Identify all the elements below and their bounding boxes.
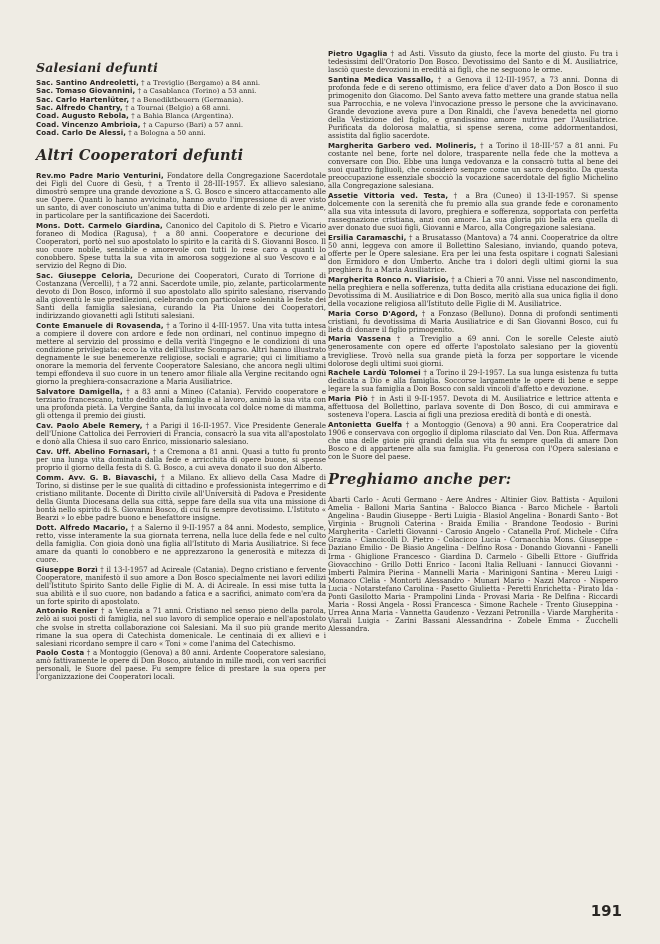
- entry-name: Sac. Carlo Hartenlüter,: [36, 94, 130, 104]
- obituary-entry: [328, 395, 618, 419]
- page-number: 191: [590, 902, 622, 920]
- entry-text: † a Montoggio (Genova) a 90 anni. Era Cooperatrice dal 1906 e conservava con orgoglio il diploma rilasciato dal Ven. Don Rua. Affermava che una delle gioie più grandi della sua vita fu sempre quella di amare Don Bosco e di appartenere alla sua famiglia. Fu generosa con l'Opera salesiana e con le Suore del paese.: [328, 420, 618, 462]
- entry-name: Coad. Carlo De Alessi,: [36, 128, 127, 138]
- entry-name: Conte Emanuele di Rovasenda,: [36, 321, 164, 331]
- obituary-entry: [36, 607, 326, 647]
- entry-text: † a Genova il 12-III-1957, a 73 anni. Donna di profonda fede e di sereno ottimismo, era felice d'aver dato a Don Bosco il suo primogenito don Giacomo. Del Santo aveva fatto mettere una grande statua nella sua Parrocchia, e ne voleva l'invocazione presso le persone che la avvicinavano. Grande devozione aveva pure a Don Rinaldi, che l'aveva benedetta nel giorno della Vestizione del figlio, e grandissimo amore nutriva per l'Ausiliatrice. Purificata da dolorosa malattia, si spense serena, come addormentandosi, assistita dal figlio sacerdote.: [328, 75, 618, 141]
- entry-text: † in Asti il 9-II-1957. Devota di M. Ausiliatrice e lettrice attenta e affettuosa del Bollettino, parlava sovente di Don Bosco, di cui ammirava e sosteneva l'opera. Lascia ai figli una preziosa eredità di bontà e di onestà.: [328, 395, 619, 420]
- entry-name: Sac. Alfredo Chantry,: [36, 103, 123, 113]
- prayer-names-list: Abarti Carlo - Acuti Germano - Aere Andres - Altinier Giov. Battista - Aquiloni Amelia - Balloni Maria Santina - Balocco Bianca - Barco Michele - Bartoli Angelina - Baudin Giuseppe - Berti Luigia - Blasiol Angelina - Bonardi Santo - Bot Virginia - Brugnoli Caterina - Braida Emilia - Brandone Teodosio - Burini Margherita - Carletti Giovanni - Carosio Angelo - Catanella Prof. Michele - Cifra Grazia - Ciancicolli D. Pietro - Colacicco Lucia - Cornacchia Mons. Giuseppe - Daziano Emilio - De Biasio Angelina - Delfino Rosa - Donando Giovanni - Fanelli Irma - Ghiglione Francesco - Giardina D. Carmelo - Gibelli Ettore - Giuffrida Giovacchino - Grillo Dotti Enrico - Iaconi Italia Relluani - Iannucci Giovanni - Imberti Palmira Pierina - Mannelli Maria - Marinigoni Santina - Mereu Luigi - Monaco Clelia - Montorti Alessandro - Munari Mario - Nazzi Marco - Nispero Lucia - Notarstefano Carolina - Pasetto Giulietta - Peretti Enrichetta - Pirato Ida - Ponti Gasilotto Maria - Prampolini Linda - Provasi Maria - Re Delfina - Riccardi Maria - Rossi Angela - Rossi Francesca - Simone Rachele - Trento Giuseppina - Urrea Anna Maria - Vannetta Gaudenzo - Vezzani Petronilla - Viarde Margherita - Viarali Luigia - Zarini Bassani Alessandrina - Zobele Emma - Zucchelli Alessandra.: [328, 496, 618, 633]
- obituary-entry: [36, 566, 326, 606]
- entry-text: † a 83 anni a Mineo (Catania). Fervido cooperatore e terziario francescano, tutto dedito alla famiglia e al lavoro, animò la sua vita con una profonda pietà. La Vergine Santa, da lui invocata col dolce nome di mamma, gli ottenga il premio dei giusti.: [36, 388, 326, 421]
- salesiano-entry: [36, 129, 326, 137]
- obituary-entry: [36, 524, 326, 564]
- entry-name: Coad. Augusto Rebola,: [36, 111, 129, 121]
- entry-text: † a Venezia a 71 anni. Cristiano nel senso pieno della parola, zelò ai suoi posti di famiglia, nel suo lavoro di semplice operaio e nell'apostolato che svolse in stretta collaborazione coi Salesiani. Ma il suo più grande merito rimane la sua opera di Catechista domenicale. Le centinaia di ex allievi e i salesiani ricordano sempre il caro « Toni » come l'anima del Catechismo.: [36, 607, 326, 648]
- obituary-entry: [328, 335, 618, 367]
- entry-name: Santina Medica Vassallo,: [328, 74, 434, 84]
- obituary-entry: [328, 50, 618, 74]
- right-column: [328, 50, 618, 633]
- obituary-entry: [36, 222, 326, 270]
- obituary-entry: [36, 422, 326, 446]
- entry-text: † a Torino il 29-I-1957. La sua lunga esistenza fu tutta dedicata a Dio e alla famiglia. Soccorse largamente le opere di bene e seppe legare la sua famiglia a Don Bosco con saldi vincoli d'affetto e devozione.: [328, 369, 619, 394]
- entry-name: Paolo Costa: [36, 648, 85, 658]
- entry-name: Sac. Giuseppe Celoria,: [36, 271, 133, 281]
- entry-name: Coad. Vincenzo Ambrioia,: [36, 119, 141, 129]
- obituary-entry: [328, 276, 618, 308]
- entry-name: Margherita Garbero ved. Molineris,: [328, 140, 477, 150]
- entry-name: Sac. Santino Andreoletti,: [36, 78, 139, 87]
- obituary-entry: [36, 322, 326, 386]
- entry-name: Dott. Alfredo Macario,: [36, 522, 129, 532]
- entry-name: Assetie Vittoria ved. Testa,: [328, 190, 449, 200]
- entry-name: Maria Corso D'Agord,: [328, 308, 418, 318]
- entry-name: Maria Piò: [328, 394, 368, 404]
- obituary-entry: [36, 474, 326, 522]
- left-column: [36, 50, 326, 683]
- section-heading-preghiamo: Preghiamo anche per:: [328, 471, 512, 489]
- entry-meta: † a Bologna a 50 anni.: [128, 129, 206, 138]
- entry-name: Rachele Lardù Tolomei: [328, 368, 421, 378]
- obituary-entry: [36, 649, 326, 681]
- entry-name: Giuseppe Borzì: [36, 564, 98, 574]
- entry-text: † a Montoggio (Genova) a 80 anni. Ardente Cooperatore salesiano, amò fattivamente le opere di Don Bosco, aiutando in mille modi, con veri sacrifici personali, le Suore del paese. Fu sempre felice di prestare la sua opera per l'organizzazione dei Cooperatori locali.: [36, 649, 326, 682]
- entry-text: † a Parigi il 16-II-1957. Vice Presidente Generale dell'Unione Cattolica dei Ferrovieri di Francia, consacrò la sua vita all'apostolato e donò alla Chiesa il suo caro Enrico, missionario salesiano.: [36, 421, 326, 447]
- entry-meta: † a Casablanca (Torino) a 53 anni.: [137, 87, 257, 96]
- entry-name: Maria Vassena: [328, 334, 391, 344]
- entry-name: Sac. Tomaso Giovannini,: [36, 86, 136, 96]
- entry-text: † a Brusatasso (Mantova) a 74 anni. Cooperatrice da oltre 50 anni, leggeva con amore il Bollettino Salesiano, inviando, quando poteva, offerte per le Opere salesiane. Era per lei una festa ospitare i cognati Salesiani don Ermidoro e don Umberto. Anche tra i dolori degli ultimi giorni la sua preghiera fu a Maria Ausiliatrice.: [328, 233, 618, 274]
- entry-name: Comm. Avv. G. B. Biavaschi,: [36, 472, 158, 482]
- entry-name: Pietro Ugaglia: [328, 49, 388, 58]
- obituary-entry: [328, 142, 618, 190]
- obituary-entry: [36, 448, 326, 472]
- obituary-entry: [328, 76, 618, 140]
- entry-text: † a Fonzaso (Belluno). Donna di profondi sentimenti cristiani, fu devotissima di Maria Ausiliatrice e di San Giovanni Bosco, cui fu lieta di donare il figlio primogenito.: [328, 309, 618, 334]
- entry-text: Canonico del Capitolo di S. Pietro e Vicario foraneo di Modica (Ragusa), † a 80 anni. Cooperatore e decurione dei Cooperatori, portò nel suo apostolato lo spirito e la carità di S. Giovanni Bosco. Il suo cuore nobile, sensibile e amorevole con tutti lo rese caro a quanti lo conobbero. Spese tutta la sua vita in amorosa soggezione al suo Vescovo e al servizio del Regno di Dio.: [36, 222, 326, 271]
- entry-text: † a Chieri a 70 anni. Visse nel nascondimento, nella preghiera e nella sofferenza, tutta dedita alla cristiana educazione dei figli. Devotissima di M. Ausiliatrice e di Don Bosco, meritò alla sua unica figlia il dono della vocazione religiosa all'Istituto delle Figlie di M. Ausiliatrice.: [328, 275, 618, 308]
- section-heading-salesiani-defunti: Salesiani defunti: [36, 60, 159, 75]
- entry-name: Ersilia Caramaschi,: [328, 232, 407, 242]
- entry-name: Cav. Paolo Abele Remery,: [36, 420, 143, 430]
- entry-name: Mons. Dott. Carmelo Giardina,: [36, 221, 163, 231]
- entry-text: † a Cremona a 81 anni. Quasi a tutto fu pronto per una lunga vita dominata dalla fede e arricchita di opere buone, si spense proprio il giorno della festa di S. G. Bosco, a cui aveva donato il suo don Alberto.: [36, 447, 326, 472]
- obituary-entry: [36, 272, 326, 320]
- entry-text: † a Salerno il 9-II-1957 a 84 anni. Modesto, semplice, retto, visse interamente la sua giornata terrena, nella luce della fede e nel culto della famiglia. Con gioia donò una figlia all'Istituto di Maria Ausiliatrice. Si fece amare da quanti lo conobbero e ne apprezzarono la generosità e mitezza di cuore.: [36, 523, 327, 564]
- entry-text: Fondatore della Congregazione Sacerdotale dei Figli del Cuore di Gesù, † a Trento il 28-III-1957. Ex allievo salesiano, dimostrò sempre una grande devozione a S. G. Bosco e sincero attaccamento alle sue Opere. Quanti lo hanno avvicinato, hanno avuto l'impressione di aver visto un santo, di aver conosciuto un'anima tutta di Dio e ardente di zelo per le anime, in particolare per la santificazione dei Sacerdoti.: [36, 172, 326, 221]
- entry-meta: † a Capurso (Bari) a 57 anni.: [142, 120, 244, 129]
- cooperatori-list-left: [36, 172, 326, 681]
- entry-meta: † a Bahia Blanca (Argentina).: [131, 112, 234, 121]
- entry-text: † a Treviglio a 69 anni. Con le sorelle Celeste aiutò generosamente con opere ed offerte l'apostolato salesiano per la gioventù trevigliese. Trovò nella sua grande pietà la forza per sopportare le vicende dolorose degli ultimi suoi giorni.: [328, 335, 618, 368]
- obituary-entry: [328, 421, 618, 461]
- entry-name: Rev.mo Padre Mario Venturini,: [36, 171, 164, 181]
- obituary-entry: [328, 310, 618, 334]
- section-heading-altri-cooperatori: Altri Cooperatori defunti: [36, 147, 244, 165]
- cooperatori-list-right: [328, 50, 618, 461]
- obituary-entry: [36, 388, 326, 420]
- entry-name: Antonio Renier: [36, 606, 98, 616]
- entry-text: † a Torino il 18-III-'57 a 81 anni. Fu costante nel bene, forte nel dolore, trasparente nella fede che la motteva a conversare con Dio. Ebbe una lunga vedovanza e la consacrò tutta al bene dei suoi quattro figliuoli, che considerò sempre come un sacro deposito. Da questa preoccupazione essenziale sbocciò la vocazione sacerdotale del figlio Michelino alla Congregazione salesiana.: [328, 141, 619, 191]
- entry-text: Decurione dei Cooperatori, Curato di Torrione di Costanzana (Vercelli), † a 72 anni. Sacerdote umile, pio, zelante, particolarmente devoto di Don Bosco, informò il suo apostolato allo spirito salesiano, riservando alla gioventù le sue predilezioni, celebrando con particolare solennità le feste dei Santi della famiglia salesiana, curando la Pia Unione dei Cooperatori, indirizzando giovanetti agli Istituti salesiani.: [36, 272, 326, 321]
- obituary-entry: [36, 172, 326, 220]
- entry-name: Margherita Ronco n. Viarisio,: [328, 274, 449, 284]
- entry-text: † a Bra (Cuneo) il 13-II-1957. Si spense dolcemente con la serenità che fu premio alla sua grande fede e coronamento alla sua vita intessuta di lavoro, preghiera e sofferenza, sopportata con perfetta rassegnazione cristiana, anzi con amore. La sua gloria più bella era quella di aver donato due suoi figli, Giovanni e Marco, alla Congregazione salesiana.: [328, 191, 618, 233]
- obituary-entry: [328, 234, 618, 274]
- entry-name: Salvatore Damigella,: [36, 387, 123, 397]
- entry-text: † ad Asti. Vissuto da giusto, fece la morte del giusto. Fu tra i tedesissimi dell'Oratorio Don Bosco. Devotissimo del Santo e di M. Ausiliatrice, lasciò queste devozioni in eredità ai figli, che ne seguono le orme.: [328, 50, 618, 75]
- entry-meta: † a Tournai (Belgio) a 68 anni.: [125, 104, 231, 113]
- entry-meta: † a Treviglio (Bergamo) a 84 anni.: [141, 79, 261, 87]
- entry-name: Antonietta Guelfa: [328, 419, 403, 429]
- entry-meta: † a Benediktbeuern (Germania).: [131, 95, 244, 104]
- entry-name: Cav. Uff. Abelino Fornasari,: [36, 446, 150, 456]
- entry-text: † a Torino il 4-III-1957. Una vita tutta intesa a compiere il dovere con ardore e fede non ordinari, nel continuo impegno di mettere al servizio del prossimo e della verità l'ingegno e le condizioni di una condizione privilegiata: ecco la vita dell'illustre Scomparso. Altri hanno illustrato degnamente le sue benemerenze religiose, sociali e agrarie; qui ci limitiamo a onorare la memoria del fervente Cooperatore Salesiano, che ancora negli ultimi tempi effondeva il suo cuore in un tenero amor filiale alla Vergine recitando ogni giorno la preghiera-consacrazione a Maria Ausiliatrice.: [36, 322, 326, 387]
- entry-text: † il 13-I-1957 ad Acireale (Catania). Degno cristiano e fervente Cooperatore, manifestò il suo amore a Don Bosco specialmente nei lavori edilizi dell'Istituto Spirito Santo delle Figlie di M. A. di Acireale. In essi mise tutta la sua abilità e il suo cuore, non badando a fatica e a sacrifici, animato com'era da un forte spirito di apostolato.: [36, 565, 326, 606]
- entry-text: † a Milano. Ex allievo della Casa Madre di Torino, si distinse per le sue qualità di cittadino e professionista integerrimo e di cristiano militante. Docente di Diritto civile all'Università di Padova e Presidente della Giunta Diocesana della sua città, seppe fare della sua vita una missione di bontà nello spirito di S. Giovanni Bosco, di cui fu sempre devotissimo. L'Istituto « Bearzi » lo ebbe padre buono e benefattore insigne.: [36, 473, 326, 522]
- salesiani-list: [36, 79, 326, 137]
- obituary-entry: [328, 192, 618, 232]
- obituary-entry: [328, 369, 618, 393]
